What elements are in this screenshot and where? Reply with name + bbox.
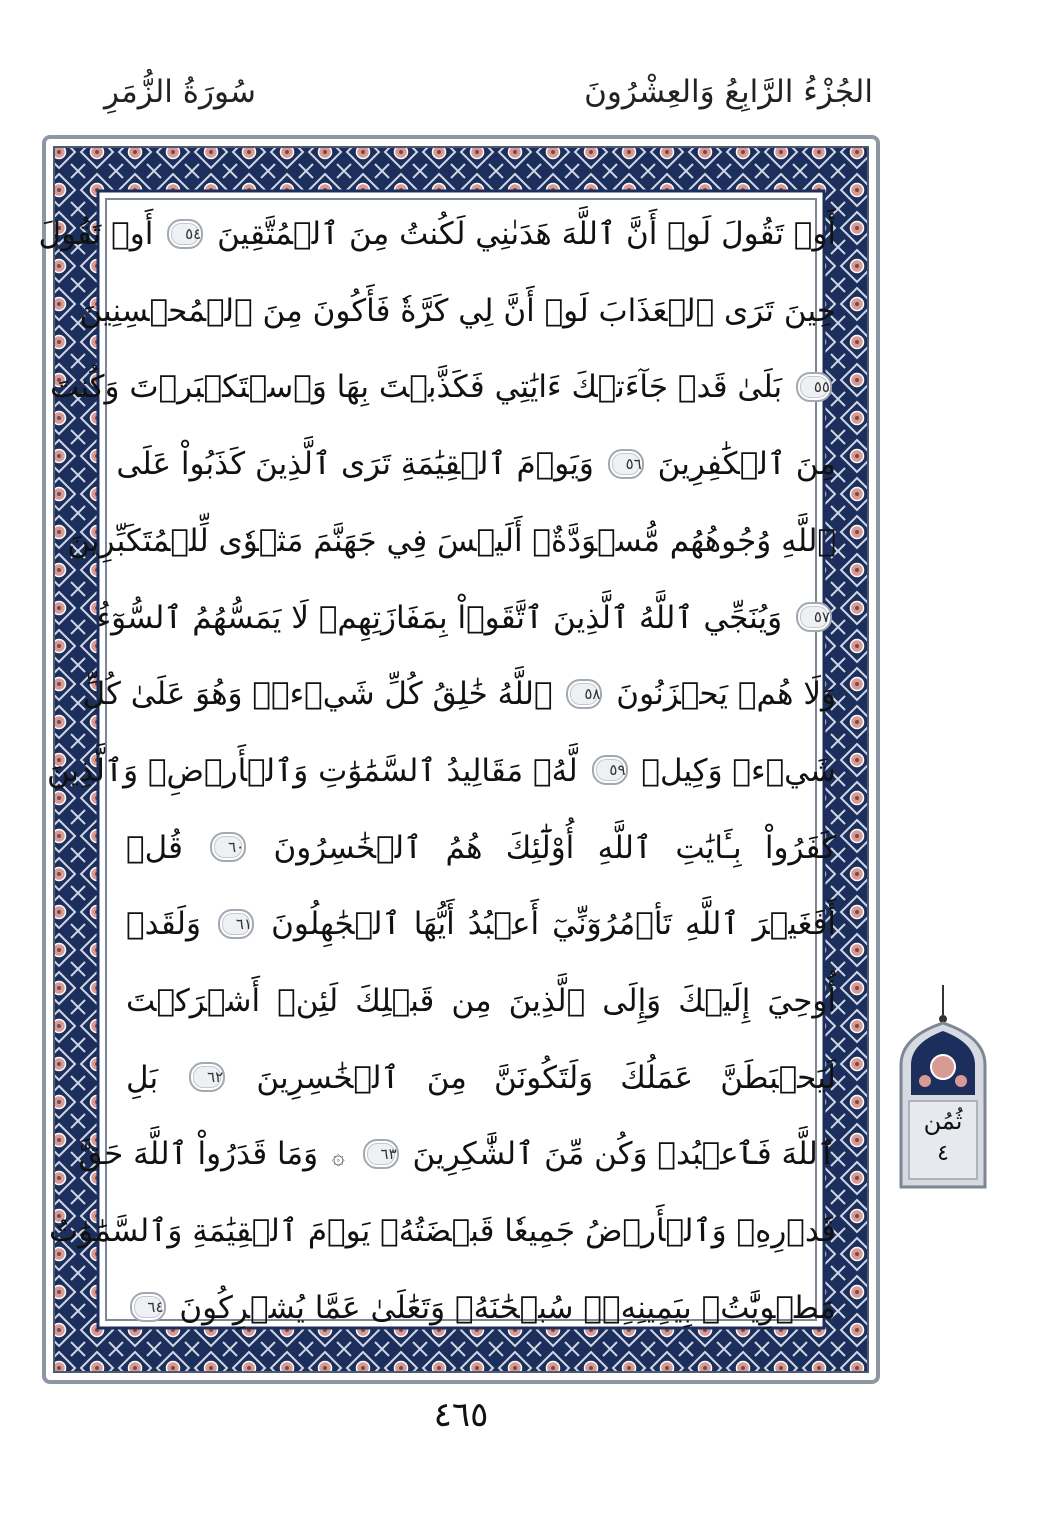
verse-text: مِنَ ٱلۡكَٰفِرِينَ xyxy=(657,446,836,483)
text-line xyxy=(38,200,836,269)
text-line xyxy=(49,1197,836,1266)
verse-text: لَيَحۡبَطَنَّ عَمَلُكَ وَلَتَكُونَنَّ مِنَ ٱلۡخَٰسِرِينَ xyxy=(256,1059,836,1096)
text-line xyxy=(126,1044,836,1113)
rub-el-hizb-icon: ۞ xyxy=(331,1145,345,1171)
ayah-number-icon: ٥٤ xyxy=(167,219,203,249)
verse-text: قُلۡ xyxy=(126,829,183,866)
text-line xyxy=(78,1120,836,1189)
verse-text: وَلَقَدۡ xyxy=(126,906,201,943)
ayah-number-icon: ٦١ xyxy=(218,909,254,939)
verse-text: لَّهُۥ مَقَالِيدُ ٱلسَّمَٰوَٰتِ وَٱلۡأَرۡضِۗ وَٱلَّذِينَ xyxy=(47,752,578,789)
verse-text: ٱللَّهِ وُجُوهُهُم مُّسۡوَدَّةٌۚ أَلَيۡسَ فِي جَهَنَّمَ مَثۡوٗى لِّلۡمُتَكَبِّرِينَ xyxy=(67,522,836,559)
text-line xyxy=(49,353,836,422)
verse-text: ٱللَّهَ فَٱعۡبُدۡ وَكُن مِّنَ ٱلشَّٰكِرِينَ xyxy=(412,1136,836,1173)
text-line xyxy=(67,507,836,576)
verse-text: بَلَىٰ قَدۡ جَآءَتۡكَ ءَايَٰتِي فَكَذَّبۡتَ بِهَا وَٱسۡتَكۡبَرۡتَ وَكُنتَ xyxy=(49,369,783,406)
thumn-label: ثُمُن xyxy=(923,1107,963,1135)
verse-text: ٱللَّهُ خَٰلِقُ كُلِّ شَيۡءٖۖ وَهُوَ عَلَىٰ كُلِّ xyxy=(82,676,553,713)
verse-text: وَيَوۡمَ ٱلۡقِيَٰمَةِ تَرَى ٱلَّذِينَ كَذَبُواْ عَلَى xyxy=(116,446,594,483)
ayah-number-icon: ٥٩ xyxy=(592,755,628,785)
verse-text: مَطۡوِيَّٰتُۢ بِيَمِينِهِۦۚ سُبۡحَٰنَهُۥ وَتَعَٰلَىٰ عَمَّا يُشۡرِكُونَ xyxy=(179,1289,836,1326)
text-line xyxy=(79,277,836,346)
verse-text: أُوحِيَ إِلَيۡكَ وَإِلَى ٱلَّذِينَ مِن قَبۡلِكَ لَئِنۡ أَشۡرَكۡتَ xyxy=(126,983,836,1020)
verse-text: بَلِ xyxy=(126,1059,159,1096)
text-line xyxy=(126,1274,836,1343)
juz-name: الجُزْءُ الرَّابِعُ وَالعِشْرُونَ xyxy=(584,74,873,110)
ayah-number-icon: ٦٤ xyxy=(130,1292,166,1322)
verse-text: وَيُنَجِّي ٱللَّهُ ٱلَّذِينَ ٱتَّقَوۡاْ بِمَفَازَتِهِمۡ لَا يَمَسُّهُمُ ٱلسُّوٓءُ xyxy=(96,599,783,636)
verse-text: أَوۡ تَقُولَ لَوۡ أَنَّ ٱللَّهَ هَدَىٰنِي لَكُنتُ مِنَ ٱلۡمُتَّقِينَ xyxy=(217,216,836,252)
verse-text: أَفَغَيۡرَ ٱللَّهِ تَأۡمُرُوٓنِّيٓ أَعۡبُدُ أَيُّهَا ٱلۡجَٰهِلُونَ xyxy=(271,906,837,943)
text-line xyxy=(96,584,836,653)
ayah-number-icon: ٥٧ xyxy=(796,602,832,632)
ayah-number-icon: ٦٠ xyxy=(210,832,246,862)
quran-text-block xyxy=(38,200,837,1343)
ayah-number-icon: ٥٨ xyxy=(566,679,602,709)
ayah-number-icon: ٦٣ xyxy=(363,1139,399,1169)
text-line xyxy=(126,890,836,959)
text-line xyxy=(82,660,836,729)
verse-text: قَدۡرِهِۦ وَٱلۡأَرۡضُ جَمِيعٗا قَبۡضَتُهُۥ يَوۡمَ ٱلۡقِيَٰمَةِ وَٱلسَّمَٰوَٰتُ xyxy=(49,1213,836,1250)
page-number: ٤٦٥ xyxy=(433,1395,489,1435)
surah-name: سُورَةُ الزُّمَرِ xyxy=(104,74,256,110)
ayah-number-icon: ٦٢ xyxy=(189,1062,225,1092)
verse-text: حِينَ تَرَى ٱلۡعَذَابَ لَوۡ أَنَّ لِي كَرَّةٗ فَأَكُونَ مِنَ ٱلۡمُحۡسِنِينَ xyxy=(79,292,836,329)
thumn-number: ٤ xyxy=(937,1141,949,1166)
text-line xyxy=(116,430,836,499)
ayah-number-icon: ٥٥ xyxy=(796,372,832,402)
text-line xyxy=(126,967,836,1036)
verse-text: أَوۡ تَقُولَ xyxy=(38,216,154,252)
text-line xyxy=(126,814,836,883)
verse-text: وَلَا هُمۡ يَحۡزَنُونَ xyxy=(616,676,836,713)
ayah-number-icon: ٥٦ xyxy=(608,449,644,479)
verse-text: شَيۡءٖ وَكِيلٞ xyxy=(641,752,836,789)
verse-text: كَفَرُواْ بِـَٔايَٰتِ ٱللَّهِ أُوْلَٰٓئِكَ هُمُ ٱلۡخَٰسِرُونَ xyxy=(273,829,836,866)
text-line xyxy=(47,737,836,806)
verse-text: وَمَا قَدَرُواْ ٱللَّهَ حَقَّ xyxy=(78,1136,319,1173)
